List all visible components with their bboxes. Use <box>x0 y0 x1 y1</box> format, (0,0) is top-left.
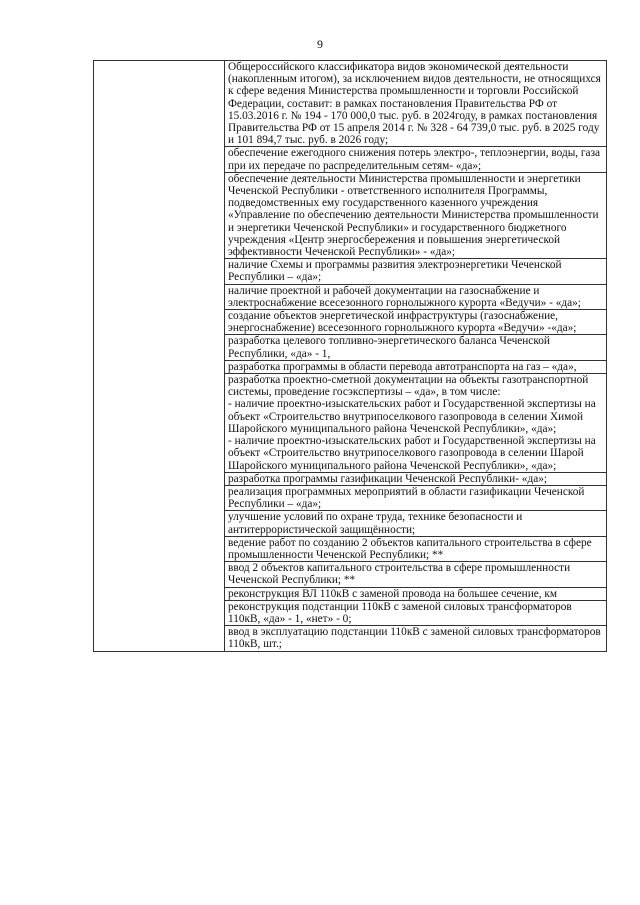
indicators-table <box>93 60 607 652</box>
table-cell: реализация программных мероприятий в области газификации Чеченской Республики – «да»; <box>225 485 607 510</box>
table-cell: обеспечение деятельности Министерства промышленности и энергетики Чеченской Республики - ответственного исполнителя Программы, подведомственных ему государственного казенного учреждения «Управление по обеспечению деятельности Министерства промышленности и энергетики Чеченской Республики» и государственного бюджетного учреждения «Центр энергосбережения и повышения энергетической эффективности Чеченской Республики» - «да»; <box>225 172 607 258</box>
table-cell: Общероссийского классификатора видов экономической деятельности (накопленным итогом), за исключением видов деятельности, не относящихся к сфере ведения Министерства промышленности и торговли Российской Федерации, составит: в рамках постановления Правительства РФ от 15.03.2016 г. № 194 - 170 000,0 тыс. руб. в 2024году, в рамках постановления Правительства РФ от 15 апреля 2014 г. № 328 - 64 739,0 тыс. руб. в 2025 году и 101 894,7 тыс. руб. в 2026 году; <box>225 61 607 147</box>
table-cell: обеспечение ежегодного снижения потерь электро-, теплоэнергии, воды, газа при их передаче по распределительным сетям- «да»; <box>225 147 607 172</box>
table-cell: ввод в эксплуатацию подстанции 110кВ с заменой силовых трансформаторов 110кВ, шт.; <box>225 626 607 651</box>
table-cell: наличие Схемы и программы развития электроэнергетики Чеченской Республики – «да»; <box>225 259 607 284</box>
table-cell: ввод 2 объектов капитального строительства в сфере промышленности Чеченской Республики; ** <box>225 562 607 587</box>
table-cell: разработка программы в области перевода автотранспорта на газ – «да», <box>225 360 607 373</box>
table-cell: улучшение условий по охране труда, технике безопасности и антитеррористической защищённости; <box>225 511 607 536</box>
table-cell: разработка проектно-сметной документации на объекты газотранспортной системы, проведение госэкспертизы – «да», в том числе: - наличие проектно-изыскательских работ и Государственной экспертизы на объект «Строительство внутрипоселкового газопровода в селении Химой Шаройского муниципального района Чеченской Республики», «да»; - наличие проектно-изыскательских работ и Государственной экспертизы на объект «Строительство внутрипоселкового газопровода в селении Шарой Шаройского муниципального района Чеченской Республики», «да»; <box>225 374 607 473</box>
page-number: 9 <box>317 37 323 51</box>
table-cell: реконструкция подстанции 110кВ с заменой силовых трансформаторов 110кВ, «да» - 1, «нет» - 0; <box>225 600 607 625</box>
table-cell: реконструкция ВЛ 110кВ с заменой провода на большее сечение, км <box>225 587 607 600</box>
table-cell: разработка программы газификации Чеченской Республики- «да»; <box>225 472 607 485</box>
table-cell: ведение работ по созданию 2 объектов капитального строительства в сфере промышленности Чеченской Республики; ** <box>225 536 607 561</box>
table-cell: разработка целевого топливно-энергетического баланса Чеченской Республики, «да» - 1, <box>225 335 607 360</box>
table-cell: создание объектов энергетической инфраструктуры (газоснабжение, энергоснабжение) всесезонного горнолыжного курорта «Ведучи» -«да»; <box>225 310 607 335</box>
table-cell: наличие проектной и рабочей документации на газоснабжение и электроснабжение всесезонного горнолыжного курорта «Ведучи» - «да»; <box>225 284 607 309</box>
left-column-cell <box>94 61 225 652</box>
table-row <box>94 61 607 147</box>
